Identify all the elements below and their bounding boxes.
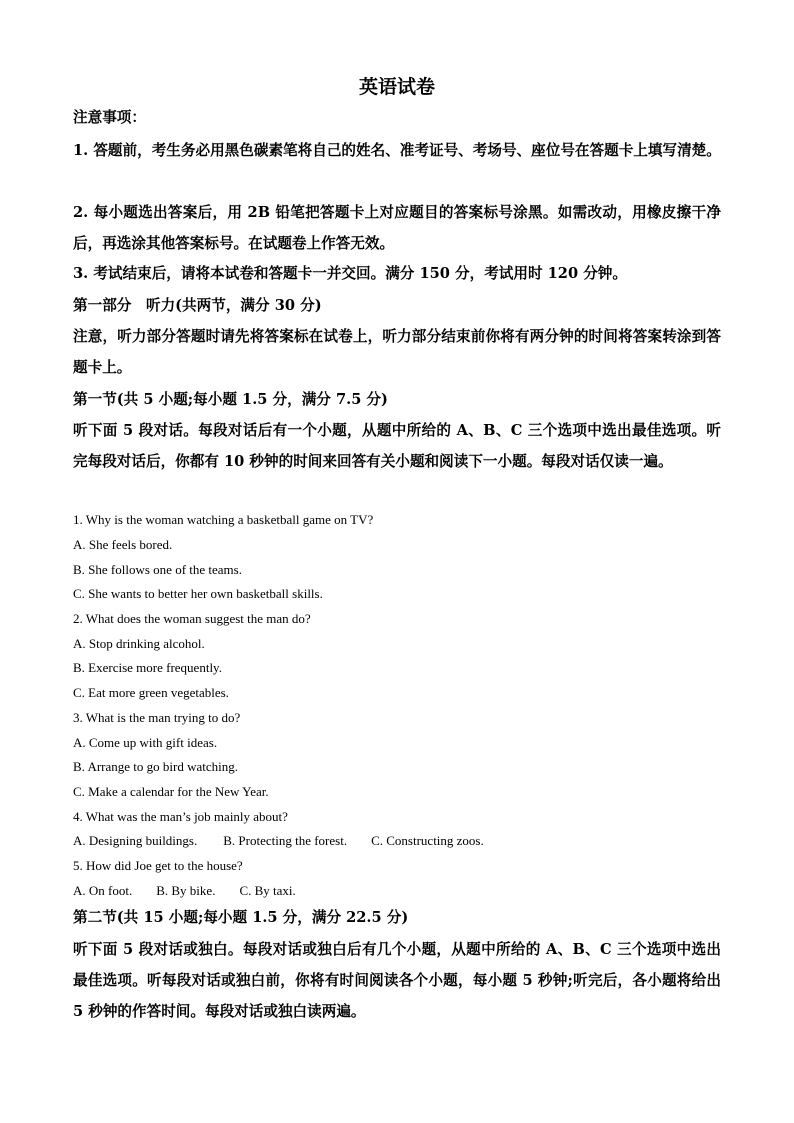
page-title: 英语试卷 <box>358 76 435 98</box>
part1-heading: 第一部分 听力(共两节，满分 30 分) <box>73 297 322 314</box>
question-4-option-a: A. Designing buildings. <box>73 833 198 848</box>
question-3-option-c: C. Make a calendar for the New Year. <box>73 784 269 799</box>
question-3-option-a: A. Come up with gift ideas. <box>73 735 218 750</box>
section1-heading: 第一节(共 5 小题;每小题 1.5 分，满分 7.5 分) <box>73 391 388 408</box>
section1-instructions: 听下面 5 段对话。每段对话后有一个小题，从题中所给的 A、B、C 三个选项中选出最佳选项。听完每段对话后，你都有 10 秒钟的时间来回答有关小题和阅读下一小题。每段对话仅读一遍。 <box>73 422 721 470</box>
question-2-option-c: C. Eat more green vegetables. <box>73 685 229 700</box>
question-5-stem: 5. How did Joe get to the house? <box>73 858 243 873</box>
question-3-option-b: B. Arrange to go bird watching. <box>73 759 238 774</box>
question-1-option-a: A. She feels bored. <box>73 537 173 552</box>
section2-heading: 第二节(共 15 小题;每小题 1.5 分，满分 22.5 分) <box>73 909 409 926</box>
question-5-option-c: C. By taxi. <box>239 883 296 898</box>
question-4-stem: 4. What was the man’s job mainly about? <box>73 809 288 824</box>
question-5-option-a: A. On foot. <box>73 883 133 898</box>
question-1-option-c: C. She wants to better her own basketball skills. <box>73 586 323 601</box>
question-3-stem: 3. What is the man trying to do? <box>73 710 241 725</box>
notice-item-3: 3. 考试结束后，请将本试卷和答题卡一并交回。满分 150 分，考试用时 120 分钟。 <box>73 265 627 282</box>
question-5-option-b: B. By bike. <box>156 883 216 898</box>
question-4-options <box>73 832 723 850</box>
question-1-option-b: B. She follows one of the teams. <box>73 562 242 577</box>
question-2-option-a: A. Stop drinking alcohol. <box>73 636 205 651</box>
part1-note: 注意，听力部分答题时请先将答案标在试卷上，听力部分结束前你将有两分钟的时间将答案转涂到答题卡上。 <box>73 328 721 376</box>
question-2-stem: 2. What does the woman suggest the man do? <box>73 611 311 626</box>
notice-item-1: 1. 答题前，考生务必用黑色碳素笔将自己的姓名、准考证号、考场号、座位号在答题卡上填写清楚。 <box>73 142 721 159</box>
question-4-option-b: B. Protecting the forest. <box>223 833 348 848</box>
question-2-option-b: B. Exercise more frequently. <box>73 660 222 675</box>
question-4-option-c: C. Constructing zoos. <box>371 833 484 848</box>
section2-instructions: 听下面 5 段对话或独白。每段对话或独白后有几个小题，从题中所给的 A、B、C 三个选项中选出最佳选项。听每段对话或独白前，你将有时间阅读各个小题，每小题 5 秒钟;听完后，各小题将给出 5 秒钟的作答时间。每段对话或独白读两遍。 <box>73 941 721 1020</box>
question-5-options <box>73 882 723 900</box>
question-1-stem: 1. Why is the woman watching a basketball game on TV? <box>73 512 374 527</box>
notice-heading: 注意事项： <box>73 109 146 126</box>
notice-item-2: 2. 每小题选出答案后，用 2B 铅笔把答题卡上对应题目的答案标号涂黑。如需改动，用橡皮擦干净后，再选涂其他答案标号。在试题卷上作答无效。 <box>73 204 721 252</box>
